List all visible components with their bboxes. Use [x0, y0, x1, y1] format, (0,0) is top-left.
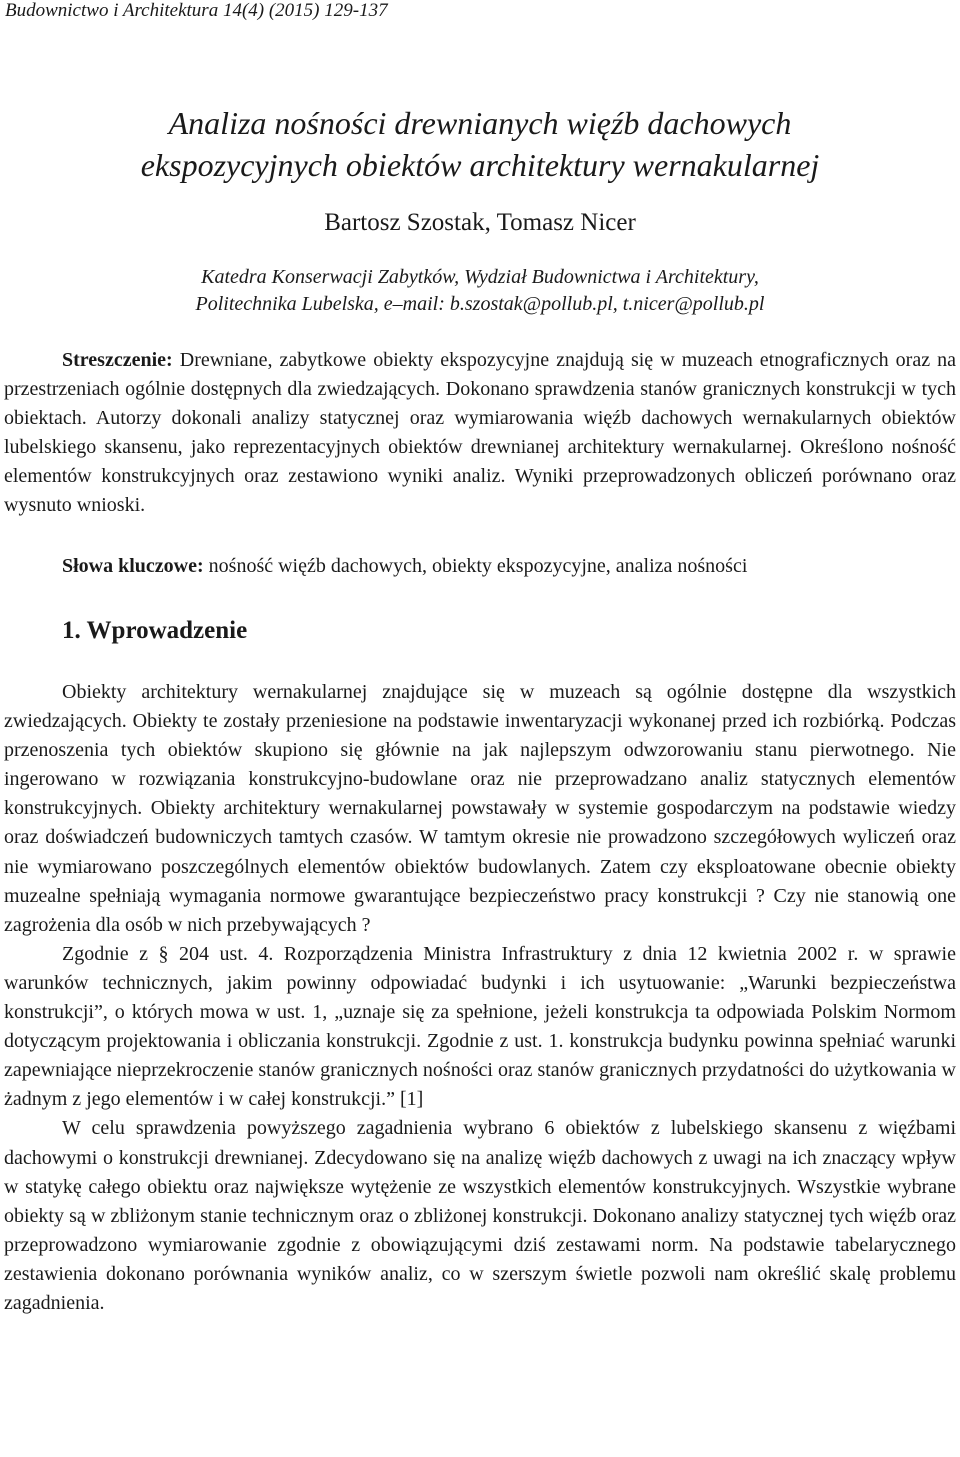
abstract-text: Drewniane, zabytkowe obiekty ekspozycyjne znajdują się w muzeach etnograficznych oraz na przestrzeniach ogólnie dostępnych dla zwiedzających. Dokonano sprawdzenia stanów granicznych konstrukcji w tych obiektach. Autorzy dokonali analizy statycznej oraz wymiarowania więźb dachowych wernakularnych obiektów lubelskiego skansenu, jako reprezentacyjnych obiektów drewnianej architektury wernakularnej. Określono nośność elementów konstrukcyjnych oraz zestawiono wyniki analiz. Wyniki przeprowadzonych obliczeń porównano oraz wysnuto wnioski.: [4, 349, 957, 516]
paragraph-3: W celu sprawdzenia powyższego zagadnienia wybrano 6 obiektów z lubelskiego skansenu z więźbami dachowymi o konstrukcji drewnianej. Zdecydowano się na analizę więźb dachowych z uwagi na ich znaczący wpływ w statykę całego obiektu oraz największe wytężenie ze wszystkich elementów konstrukcyjnych. Wszystkie wybrane obiekty są w zbliżonym stanie technicznym oraz o zbliżonej konstrukcji. Dokonano analizy statycznej tych więźb oraz przeprowadzono wymiarowanie zgodnie z obowiązującymi dziś zestawami norm. Na podstawie tabelarycznego zestawienia dokonano porównania wyników analiz, co w szerszym świetle pozwoli nam określić skalę problemu zagadnienia.: [4, 1117, 956, 1314]
keywords-label: Słowa kluczowe:: [62, 555, 204, 577]
paragraph-1: Obiekty architektury wernakularnej znajdujące się w muzeach są ogólnie dostępne dla wszystkich zwiedzających. Obiekty te zostały przeniesione na podstawie inwentaryzacji wykonanej przed ich rozbiórką. Podczas przenoszenia tych obiektów skupiono się głównie na jak najlepszym odwzorowaniu stanu pierwotnego. Nie ingerowano w rozwiązania konstrukcyjno-budowlane oraz nie przeprowadzano analiz statycznych elementów konstrukcyjnych. Obiekty architektury wernakularnej powstawały w systemie gospodarczym na podstawie wiedzy oraz doświadczeń budowniczych tamtych czasów. W tamtym okresie nie prowadzono szczegółowych wyliczeń oraz nie wymiarowano poszczególnych elementów obiektów budowlanych. Zatem czy eksploatowane obecnie obiekty muzealne spełniają wymagania normowe gwarantujące bezpieczeństwo pracy konstrukcji ? Czy nie stanowią one zagrożenia dla osób w nich przebywających ?: [4, 681, 956, 936]
title-line-1: Analiza nośności drewnianych więźb dachowych: [168, 105, 792, 141]
paragraph-2: Zgodnie z § 204 ust. 4. Rozporządzenia Ministra Infrastruktury z dnia 12 kwietnia 2002 r. w sprawie warunków technicznych, jakim powinny odpowiadać budynki i ich usytuowanie: „Warunki bezpieczeństwa konstrukcji”, o których mowa w ust. 1, „uznaje się za spełnione, jeżeli konstrukcja ta odpowiada Polskim Normom dotyczącym projektowania i obliczania konstrukcji. Zgodnie z ust. 1. konstrukcja budynku powinna spełniać warunki zapewniające nieprzekroczenie stanów granicznych nośności oraz stanów granicznych przydatności do użytkowania w żadnym z jego elementów i w całej konstrukcji.” [1]: [4, 942, 956, 1111]
title-line-2: ekspozycyjnych obiektów architektury wernakularnej: [140, 147, 820, 183]
abstract: [4, 346, 956, 520]
affiliation-line-2: Politechnika Lubelska, e–mail: b.szostak@pollub.pl, t.nicer@pollub.pl: [195, 293, 765, 315]
keywords-text: nośność więźb dachowych, obiekty ekspozycyjne, analiza nośności: [208, 555, 748, 577]
authors: Bartosz Szostak, Tomasz Nicer: [324, 209, 636, 236]
keywords: [62, 552, 956, 581]
section-heading: 1. Wprowadzenie: [62, 617, 248, 644]
paper-title: [0, 102, 960, 186]
affiliation-line-1: Katedra Konserwacji Zabytków, Wydział Budownictwa i Architektury,: [201, 266, 759, 288]
abstract-label: Streszczenie:: [62, 349, 173, 371]
section-body: [4, 678, 956, 1318]
journal-header: Budownictwo i Architektura 14(4) (2015) 129-137: [5, 0, 388, 21]
affiliation: [0, 264, 960, 318]
